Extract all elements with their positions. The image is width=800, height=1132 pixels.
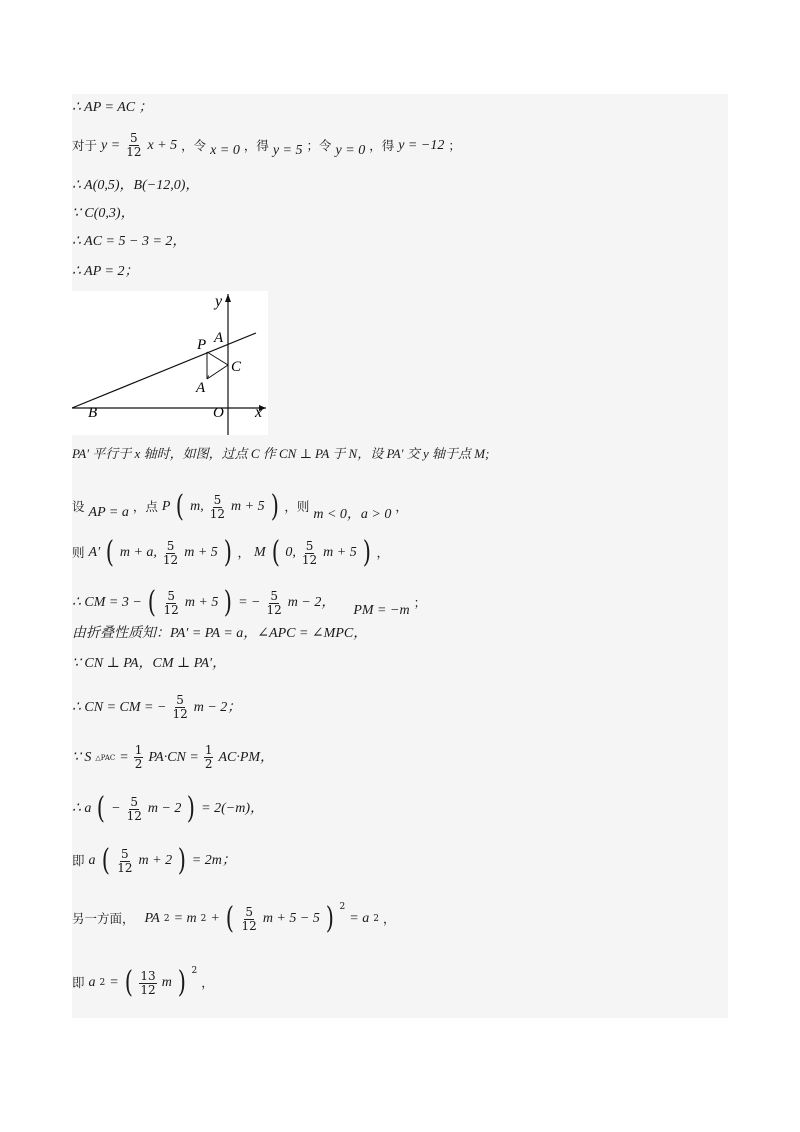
fraction: $\frac{13}{12}$ [140, 968, 156, 997]
line-parallel-case: PA′ 平行于 x 轴时，如图，过点 C 作 CN ⊥ PA 于 N，设 PA′ 交 y 轴于点 M; [72, 446, 490, 461]
fraction: $\frac{5}{12}$ [162, 538, 179, 567]
fraction: $\frac{5}{12}$ [241, 904, 257, 933]
geometry-figure [72, 291, 268, 435]
line-a-squared: 即 a 2 = ( $\frac{13}{12}$ m ) $^2$ ， [72, 965, 214, 1000]
solution-panel [72, 94, 728, 1018]
label-prime-mark: ′ [207, 372, 210, 386]
label-y: y [215, 293, 223, 310]
label-o: O [213, 405, 224, 421]
label-b: B [88, 405, 98, 421]
line-simplify: 即 a ( $\frac{5}{12}$ m + 2 ) = 2m； [72, 843, 236, 878]
fraction: $\frac{1}{2}$ [134, 743, 143, 771]
line-points-ab: ∴ A(0,5)，B(−12,0)， [72, 178, 200, 193]
label-a-prime: A [196, 380, 206, 396]
fraction: $\frac{5}{12}$ [266, 588, 282, 617]
line-ac: ∴ AC = 5 − 3 = 2， [72, 234, 187, 249]
y-axis-arrow [225, 294, 231, 302]
fraction: $\frac{5}{12}$ [126, 794, 142, 823]
fraction: $\frac{1}{2}$ [204, 743, 213, 771]
line-set-ap: 设 AP = a ，点 P ( m, $\frac{5}{12}$ m + 5 ) ，则 m < 0，a > 0 ， [72, 489, 408, 524]
label-x: x [255, 404, 263, 421]
label-p: P [197, 337, 207, 353]
fraction: $\frac{5}{12}$ [126, 131, 142, 159]
line-perpendicular: ∵ CN ⊥ PA，CM ⊥ PA′， [72, 656, 227, 671]
line-cn-cm: ∴ CN = CM = − $\frac{5}{12}$ m − 2； [72, 693, 242, 721]
line-coords: 则 A′ ( m + a, $\frac{5}{12}$ m + 5 ) ， M ( 0, $\frac{5}{12}$ m + 5 ) ， [72, 535, 389, 570]
line-ap-eq-ac: ∴ AP = AC ； [72, 100, 153, 115]
fraction: $\frac{5}{12}$ [209, 492, 226, 521]
fraction: $\frac{5}{12}$ [172, 693, 188, 721]
line-area: ∵ S △PAC = $\frac{1}{2}$ PA·CN = $\frac{1}{2}$ AC·PM， [72, 743, 275, 771]
fraction: $\frac{5}{12}$ [301, 538, 318, 567]
line-cm: ∴ CM = 3 − ( $\frac{5}{12}$ m + 5 ) = − $\frac{5}{12}$ m − 2， PM = −m ； [72, 585, 427, 620]
fraction: $\frac{5}{12}$ [117, 846, 133, 875]
line-folding: 由折叠性质知：PA′ = PA = a，∠APC = ∠MPC， [72, 626, 368, 641]
line-substitute: ∴ a ( − $\frac{5}{12}$ m − 2 ) = 2(−m)， [72, 791, 264, 826]
label-c: C [231, 359, 242, 375]
line-point-c: ∵ C(0,3)， [72, 206, 135, 221]
fraction: $\frac{5}{12}$ [163, 588, 179, 617]
line-ap: ∴ AP = 2； [72, 264, 139, 279]
line-pa-squared: 另一方面， PA 2 = m 2 + ( $\frac{5}{12}$ m + 5 − 5 ) $^2$ = a 2 ， [72, 901, 396, 936]
segment-pc [207, 352, 228, 365]
label-a: A [214, 330, 224, 346]
segment-a-prime-c [207, 365, 228, 379]
line-line-equation: 对于 y = $\frac{5}{12}$ x + 5 ，令 x = 0 ，得 y = 5 ；令 y = 0 ，得 y = −12 ； [72, 131, 461, 159]
figure-svg [72, 291, 268, 435]
